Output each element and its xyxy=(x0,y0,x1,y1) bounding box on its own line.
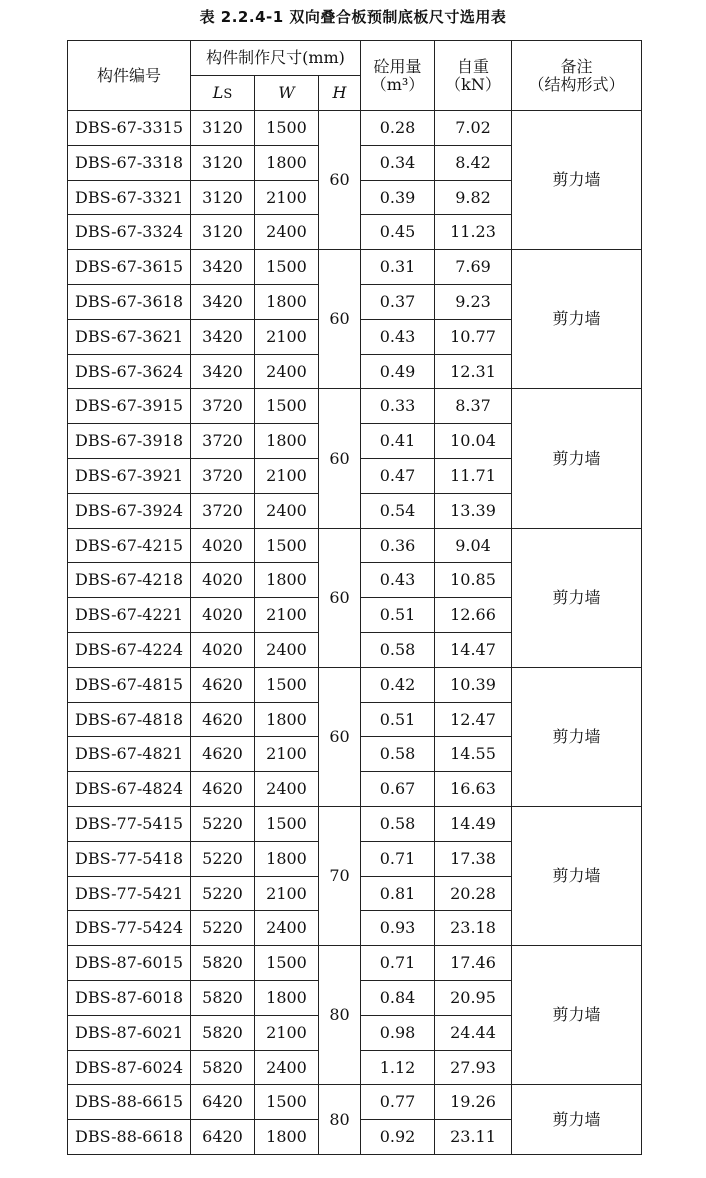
cell-ls: 5220 xyxy=(191,806,255,841)
cell-component-id: DBS-67-3318 xyxy=(68,145,191,180)
cell-component-id: DBS-67-4224 xyxy=(68,632,191,667)
cell-volume: 0.43 xyxy=(361,563,435,598)
cell-component-id: DBS-88-6615 xyxy=(68,1085,191,1120)
cell-remark: 剪力墙 xyxy=(512,111,642,250)
cell-h: 80 xyxy=(319,1085,361,1155)
cell-volume: 0.34 xyxy=(361,145,435,180)
cell-component-id: DBS-67-3618 xyxy=(68,284,191,319)
table-row xyxy=(68,389,642,424)
cell-w: 2100 xyxy=(255,319,319,354)
cell-volume: 1.12 xyxy=(361,1050,435,1085)
cell-w: 1800 xyxy=(255,980,319,1015)
cell-volume: 0.77 xyxy=(361,1085,435,1120)
cell-ls: 4620 xyxy=(191,702,255,737)
cell-ls: 3720 xyxy=(191,389,255,424)
header-w: W xyxy=(255,76,319,111)
cell-volume: 0.84 xyxy=(361,980,435,1015)
cell-volume: 0.39 xyxy=(361,180,435,215)
cell-weight: 9.82 xyxy=(435,180,512,215)
cell-ls: 3120 xyxy=(191,145,255,180)
header-weight-line1: 自重 xyxy=(457,56,490,76)
table-row xyxy=(68,806,642,841)
cell-weight: 20.28 xyxy=(435,876,512,911)
cell-volume: 0.31 xyxy=(361,250,435,285)
header-ls xyxy=(191,76,255,111)
cell-remark: 剪力墙 xyxy=(512,806,642,945)
cell-component-id: DBS-67-3915 xyxy=(68,389,191,424)
cell-ls: 4620 xyxy=(191,737,255,772)
cell-component-id: DBS-87-6015 xyxy=(68,946,191,981)
cell-w: 2400 xyxy=(255,772,319,807)
header-remark-line1: 备注 xyxy=(560,56,593,76)
cell-w: 2400 xyxy=(255,354,319,389)
cell-w: 1800 xyxy=(255,424,319,459)
cell-component-id: DBS-87-6021 xyxy=(68,1015,191,1050)
cell-ls: 3420 xyxy=(191,354,255,389)
cell-component-id: DBS-67-4215 xyxy=(68,528,191,563)
cell-weight: 14.55 xyxy=(435,737,512,772)
cell-w: 2400 xyxy=(255,911,319,946)
cell-ls: 5220 xyxy=(191,876,255,911)
cell-weight: 10.85 xyxy=(435,563,512,598)
table-body xyxy=(68,111,642,1155)
cell-remark: 剪力墙 xyxy=(512,667,642,806)
cell-weight: 23.11 xyxy=(435,1120,512,1155)
header-weight xyxy=(435,41,512,111)
header-ls-main: L xyxy=(212,82,224,102)
slab-size-table xyxy=(67,40,642,1155)
cell-ls: 4020 xyxy=(191,598,255,633)
cell-volume: 0.28 xyxy=(361,111,435,146)
cell-h: 60 xyxy=(319,250,361,389)
cell-component-id: DBS-77-5418 xyxy=(68,841,191,876)
cell-h: 60 xyxy=(319,389,361,528)
header-remark-line2: （结构形式） xyxy=(528,74,625,94)
cell-weight: 20.95 xyxy=(435,980,512,1015)
cell-w: 2400 xyxy=(255,215,319,250)
cell-component-id: DBS-77-5421 xyxy=(68,876,191,911)
cell-w: 1800 xyxy=(255,563,319,598)
table-row xyxy=(68,946,642,981)
header-remark xyxy=(512,41,642,111)
cell-component-id: DBS-87-6024 xyxy=(68,1050,191,1085)
cell-h: 60 xyxy=(319,528,361,667)
cell-ls: 5820 xyxy=(191,980,255,1015)
cell-weight: 9.23 xyxy=(435,284,512,319)
cell-volume: 0.58 xyxy=(361,632,435,667)
cell-ls: 4620 xyxy=(191,667,255,702)
cell-weight: 12.31 xyxy=(435,354,512,389)
header-id: 构件编号 xyxy=(68,41,191,111)
cell-ls: 4020 xyxy=(191,563,255,598)
cell-weight: 9.04 xyxy=(435,528,512,563)
cell-weight: 10.77 xyxy=(435,319,512,354)
cell-component-id: DBS-67-4815 xyxy=(68,667,191,702)
cell-ls: 3120 xyxy=(191,111,255,146)
cell-remark: 剪力墙 xyxy=(512,1085,642,1155)
header-weight-line2: （kN） xyxy=(445,74,501,94)
cell-weight: 10.04 xyxy=(435,424,512,459)
cell-w: 1800 xyxy=(255,284,319,319)
cell-ls: 3120 xyxy=(191,215,255,250)
cell-component-id: DBS-67-3918 xyxy=(68,424,191,459)
table-row xyxy=(68,250,642,285)
cell-volume: 0.51 xyxy=(361,702,435,737)
cell-w: 2100 xyxy=(255,737,319,772)
cell-volume: 0.58 xyxy=(361,806,435,841)
cell-w: 2400 xyxy=(255,493,319,528)
cell-volume: 0.51 xyxy=(361,598,435,633)
cell-ls: 3720 xyxy=(191,458,255,493)
cell-ls: 3420 xyxy=(191,319,255,354)
cell-w: 2100 xyxy=(255,458,319,493)
cell-component-id: DBS-77-5424 xyxy=(68,911,191,946)
cell-w: 1500 xyxy=(255,111,319,146)
cell-weight: 8.37 xyxy=(435,389,512,424)
cell-ls: 5820 xyxy=(191,946,255,981)
cell-ls: 4620 xyxy=(191,772,255,807)
cell-volume: 0.49 xyxy=(361,354,435,389)
cell-component-id: DBS-67-3315 xyxy=(68,111,191,146)
cell-component-id: DBS-77-5415 xyxy=(68,806,191,841)
cell-remark: 剪力墙 xyxy=(512,389,642,528)
cell-volume: 0.36 xyxy=(361,528,435,563)
cell-volume: 0.42 xyxy=(361,667,435,702)
cell-component-id: DBS-67-4221 xyxy=(68,598,191,633)
cell-remark: 剪力墙 xyxy=(512,946,642,1085)
cell-w: 1800 xyxy=(255,145,319,180)
cell-h: 60 xyxy=(319,111,361,250)
cell-volume: 0.98 xyxy=(361,1015,435,1050)
cell-volume: 0.54 xyxy=(361,493,435,528)
header-ls-sub: S xyxy=(223,86,233,102)
cell-w: 2100 xyxy=(255,876,319,911)
cell-volume: 0.67 xyxy=(361,772,435,807)
cell-w: 2100 xyxy=(255,598,319,633)
cell-ls: 4020 xyxy=(191,632,255,667)
cell-component-id: DBS-67-3321 xyxy=(68,180,191,215)
cell-w: 1800 xyxy=(255,841,319,876)
cell-volume: 0.71 xyxy=(361,841,435,876)
table-row xyxy=(68,667,642,702)
cell-w: 1500 xyxy=(255,946,319,981)
cell-component-id: DBS-88-6618 xyxy=(68,1120,191,1155)
cell-weight: 14.49 xyxy=(435,806,512,841)
cell-w: 1500 xyxy=(255,1085,319,1120)
cell-component-id: DBS-67-3324 xyxy=(68,215,191,250)
cell-volume: 0.43 xyxy=(361,319,435,354)
cell-h: 60 xyxy=(319,667,361,806)
cell-ls: 5220 xyxy=(191,841,255,876)
table-row xyxy=(68,1085,642,1120)
cell-w: 1500 xyxy=(255,528,319,563)
cell-volume: 0.81 xyxy=(361,876,435,911)
cell-w: 1800 xyxy=(255,702,319,737)
cell-volume: 0.71 xyxy=(361,946,435,981)
table-row xyxy=(68,111,642,146)
cell-weight: 7.02 xyxy=(435,111,512,146)
cell-component-id: DBS-87-6018 xyxy=(68,980,191,1015)
header-h: H xyxy=(319,76,361,111)
cell-ls: 4020 xyxy=(191,528,255,563)
cell-component-id: DBS-67-4818 xyxy=(68,702,191,737)
cell-ls: 3720 xyxy=(191,493,255,528)
cell-h: 70 xyxy=(319,806,361,945)
cell-ls: 5820 xyxy=(191,1015,255,1050)
cell-w: 1500 xyxy=(255,806,319,841)
cell-weight: 17.38 xyxy=(435,841,512,876)
cell-weight: 19.26 xyxy=(435,1085,512,1120)
cell-weight: 27.93 xyxy=(435,1050,512,1085)
cell-weight: 13.39 xyxy=(435,493,512,528)
cell-remark: 剪力墙 xyxy=(512,250,642,389)
cell-weight: 23.18 xyxy=(435,911,512,946)
table-title: 表 2.2.4-1 双向叠合板预制底板尺寸选用表 xyxy=(199,8,507,26)
cell-weight: 7.69 xyxy=(435,250,512,285)
cell-ls: 3420 xyxy=(191,284,255,319)
cell-weight: 14.47 xyxy=(435,632,512,667)
cell-weight: 12.47 xyxy=(435,702,512,737)
cell-volume: 0.37 xyxy=(361,284,435,319)
cell-w: 1800 xyxy=(255,1120,319,1155)
cell-weight: 11.23 xyxy=(435,215,512,250)
cell-volume: 0.45 xyxy=(361,215,435,250)
cell-weight: 16.63 xyxy=(435,772,512,807)
header-volume xyxy=(361,41,435,111)
cell-volume: 0.47 xyxy=(361,458,435,493)
cell-component-id: DBS-67-3921 xyxy=(68,458,191,493)
cell-component-id: DBS-67-3624 xyxy=(68,354,191,389)
cell-ls: 6420 xyxy=(191,1085,255,1120)
cell-weight: 17.46 xyxy=(435,946,512,981)
cell-component-id: DBS-67-4824 xyxy=(68,772,191,807)
cell-ls: 3120 xyxy=(191,180,255,215)
cell-ls: 6420 xyxy=(191,1120,255,1155)
header-volume-line2: （m³） xyxy=(370,74,425,94)
cell-w: 1500 xyxy=(255,667,319,702)
cell-w: 2100 xyxy=(255,1015,319,1050)
cell-volume: 0.33 xyxy=(361,389,435,424)
cell-ls: 5820 xyxy=(191,1050,255,1085)
header-dimensions: 构件制作尺寸(mm) xyxy=(191,41,361,76)
cell-w: 2100 xyxy=(255,180,319,215)
cell-volume: 0.41 xyxy=(361,424,435,459)
cell-component-id: DBS-67-4821 xyxy=(68,737,191,772)
cell-weight: 10.39 xyxy=(435,667,512,702)
cell-remark: 剪力墙 xyxy=(512,528,642,667)
cell-weight: 24.44 xyxy=(435,1015,512,1050)
cell-ls: 5220 xyxy=(191,911,255,946)
cell-volume: 0.93 xyxy=(361,911,435,946)
cell-ls: 3720 xyxy=(191,424,255,459)
cell-component-id: DBS-67-3615 xyxy=(68,250,191,285)
cell-weight: 11.71 xyxy=(435,458,512,493)
cell-component-id: DBS-67-3621 xyxy=(68,319,191,354)
cell-w: 2400 xyxy=(255,1050,319,1085)
cell-weight: 8.42 xyxy=(435,145,512,180)
table-header xyxy=(68,41,642,111)
table-row xyxy=(68,528,642,563)
cell-h: 80 xyxy=(319,946,361,1085)
cell-component-id: DBS-67-3924 xyxy=(68,493,191,528)
cell-w: 2400 xyxy=(255,632,319,667)
cell-volume: 0.58 xyxy=(361,737,435,772)
cell-volume: 0.92 xyxy=(361,1120,435,1155)
cell-ls: 3420 xyxy=(191,250,255,285)
cell-w: 1500 xyxy=(255,250,319,285)
cell-weight: 12.66 xyxy=(435,598,512,633)
header-volume-line1: 砼用量 xyxy=(373,56,422,76)
cell-component-id: DBS-67-4218 xyxy=(68,563,191,598)
cell-w: 1500 xyxy=(255,389,319,424)
